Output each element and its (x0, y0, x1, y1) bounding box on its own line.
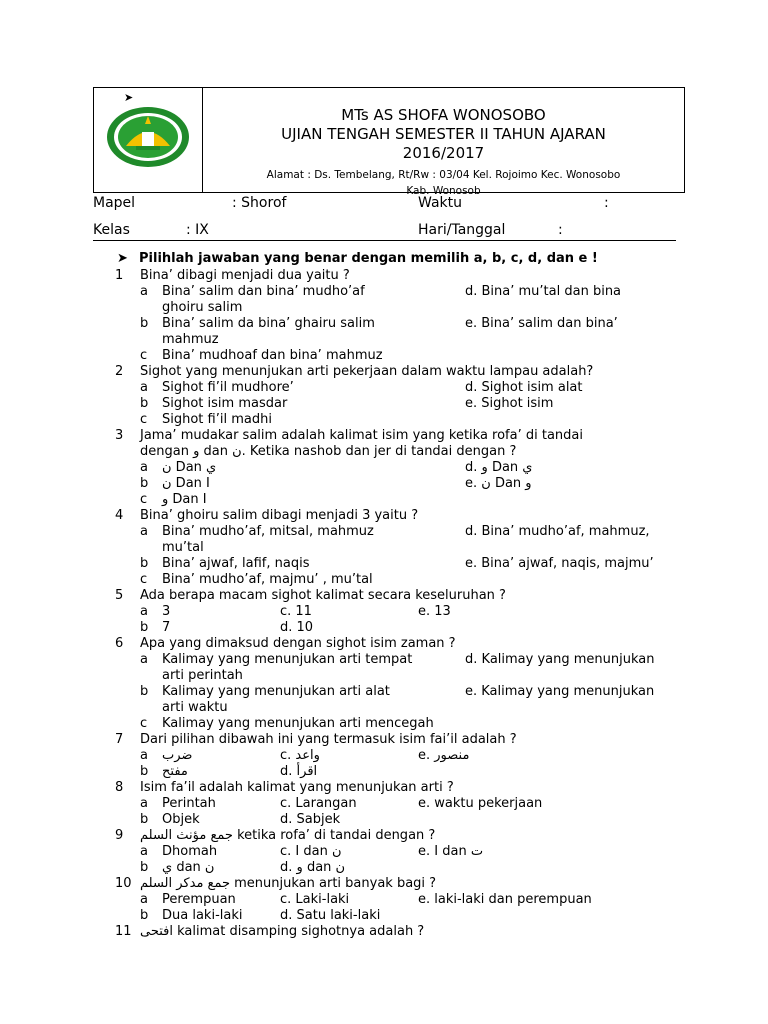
hari-label: Hari/Tanggal (418, 222, 506, 238)
option-letter: a (140, 524, 148, 539)
option-letter: c (140, 572, 148, 587)
option-text: c. 11 (280, 604, 312, 619)
header-text (203, 106, 684, 199)
question-number: 2 (115, 364, 124, 379)
hari-value: : (558, 222, 563, 238)
option-text: Sighot fi’il mudhore’ (162, 380, 294, 395)
question-text: افتحى kalimat disamping sighotnya adalah ? (140, 924, 425, 939)
question-number: 9 (115, 828, 124, 843)
option-text: Perempuan (162, 892, 236, 907)
option-letter: b (140, 812, 149, 827)
question-text: dengan و dan ن. Ketika nashob dan jer di tandai dengan ? (140, 444, 517, 459)
waktu-value: : (604, 195, 609, 211)
option-text: Perintah (162, 796, 216, 811)
option-text: d. و Dan ي (465, 460, 533, 475)
question-text: Dari pilihan dibawah ini yang termasuk isim fai’il adalah ? (140, 732, 517, 747)
option-text: 7 (162, 620, 171, 635)
option-letter: c (140, 492, 148, 507)
option-letter: a (140, 796, 148, 811)
option-letter: c (140, 716, 148, 731)
option-letter: a (140, 284, 148, 299)
question-number: 3 (115, 428, 124, 443)
question-text: جمع مدكر السلم menunjukan arti banyak bagi ? (140, 876, 437, 891)
option-text: Kalimay yang menunjukan arti tempat (162, 652, 413, 667)
option-text: d. Satu laki-laki (280, 908, 381, 923)
option-text: ن Dan ي (162, 460, 217, 475)
option-text: e. Bina’ ajwaf, naqis, majmu’ (465, 556, 654, 571)
option-text: Sighot fi’il madhi (162, 412, 272, 427)
school-logo-icon (106, 106, 190, 168)
option-text: d. 10 (280, 620, 314, 635)
question-number: 7 (115, 732, 124, 747)
question-number: 5 (115, 588, 124, 603)
option-text: d. اقرأ (280, 764, 318, 779)
option-letter: c (140, 348, 148, 363)
option-text: Dua laki-laki (162, 908, 243, 923)
instruction-text: Pilihlah jawaban yang benar dengan memilih a, b, c, d, dan e ! (139, 251, 598, 266)
option-text: 3 (162, 604, 171, 619)
waktu-label: Waktu (418, 195, 462, 211)
option-letter: b (140, 764, 149, 779)
option-letter: a (140, 892, 148, 907)
question-text: Ada berapa macam sighot kalimat secara keseluruhan ? (140, 588, 506, 603)
option-text: c. Laki-laki (280, 892, 350, 907)
option-text: e. laki-laki dan perempuan (418, 892, 592, 907)
question-number: 4 (115, 508, 124, 523)
option-letter: b (140, 316, 149, 331)
option-letter: b (140, 556, 149, 571)
mapel-label: Mapel (93, 195, 136, 211)
school-address-city: Kab. Wonosob (406, 185, 481, 197)
option-text: e. waktu pekerjaan (418, 796, 543, 811)
question-number: 8 (115, 780, 124, 795)
school-name: MTs AS SHOFA WONOSOBO (341, 106, 546, 124)
question-number: 6 (115, 636, 124, 651)
question-number: 10 (115, 876, 132, 891)
arrow-marker-icon: ➤ (124, 91, 134, 104)
question-text: Jama’ mudakar salim adalah kalimat isim yang ketika rofa’ di tandai (140, 428, 583, 443)
option-text: e. منصور (418, 748, 470, 763)
option-text: Kalimay yang menunjukan arti mencegah (162, 716, 434, 731)
option-letter: b (140, 860, 149, 875)
option-text: d. Sighot isim alat (465, 380, 583, 395)
mapel-value: : Shorof (232, 195, 287, 211)
instruction-bullet-icon: ➤ (117, 251, 128, 266)
question-text: جمع مؤنث السلم ketika rofa’ di tandai dengan ? (140, 828, 436, 843)
option-text: Bina’ salim da bina’ ghairu salim (162, 316, 375, 331)
option-text: e. Sighot isim (465, 396, 554, 411)
option-letter: b (140, 396, 149, 411)
exam-title: UJIAN TENGAH SEMESTER II TAHUN AJARAN (281, 125, 606, 143)
option-text: مفتح (162, 764, 188, 779)
option-text: Objek (162, 812, 200, 827)
option-text: Sighot isim masdar (162, 396, 288, 411)
option-letter: b (140, 684, 149, 699)
option-text: d. Sabjek (280, 812, 341, 827)
question-text: Sighot yang menunjukan arti pekerjaan dalam waktu lampau adalah? (140, 364, 594, 379)
question-text: Bina’ ghoiru salim dibagi menjadi 3 yaitu ? (140, 508, 419, 523)
option-letter: a (140, 748, 148, 763)
option-text: Bina’ ajwaf, lafif, naqis (162, 556, 310, 571)
option-text-continued: mu’tal (162, 540, 204, 555)
option-text-continued: arti waktu (162, 700, 228, 715)
option-letter: a (140, 380, 148, 395)
option-text: Bina’ salim dan bina’ mudho’af (162, 284, 365, 299)
option-text: Bina’ mudho’af, mitsal, mahmuz (162, 524, 374, 539)
option-text: d. Bina’ mu’tal dan bina (465, 284, 622, 299)
option-text-continued: arti perintah (162, 668, 243, 683)
option-letter: c (140, 412, 148, 427)
question-number: 11 (115, 924, 132, 939)
question-text: Apa yang dimaksud dengan sighot isim zaman ? (140, 636, 456, 651)
option-letter: a (140, 460, 148, 475)
option-letter: a (140, 652, 148, 667)
option-text: Dhomah (162, 844, 218, 859)
option-text: Bina’ mudhoaf dan bina’ mahmuz (162, 348, 383, 363)
option-text: و Dan I (162, 492, 207, 507)
option-letter: b (140, 620, 149, 635)
school-address: Alamat : Ds. Tembelang, Rt/Rw : 03/04 Kel. Rojoimo Kec. Wonosobo (266, 169, 621, 181)
option-text-continued: mahmuz (162, 332, 219, 347)
option-text: ي dan ن (162, 860, 215, 875)
option-letter: a (140, 604, 148, 619)
question-number: 1 (115, 268, 124, 283)
option-text: e. Bina’ salim dan bina’ (465, 316, 618, 331)
option-text: d. و dan ن (280, 860, 346, 875)
option-letter: b (140, 908, 149, 923)
kelas-label: Kelas (93, 222, 130, 238)
option-text: Bina’ mudho’af, majmu’ , mu’tal (162, 572, 373, 587)
logo-cell (94, 88, 203, 192)
option-letter: a (140, 844, 148, 859)
option-text: c. واعد (280, 748, 320, 763)
kelas-value: : IX (186, 222, 209, 238)
option-text: d. Kalimay yang menunjukan (465, 652, 655, 667)
option-text: e. I dan ت (418, 844, 484, 859)
question-text: Isim fa’il adalah kalimat yang menunjukan arti ? (140, 780, 454, 795)
option-text: c. I dan ن (280, 844, 342, 859)
option-text: c. Larangan (280, 796, 357, 811)
option-text: e. Kalimay yang menunjukan (465, 684, 655, 699)
option-text: Kalimay yang menunjukan arti alat (162, 684, 390, 699)
header-box (93, 87, 685, 197)
meta-separator (93, 240, 676, 241)
question-text: Bina’ dibagi menjadi dua yaitu ? (140, 268, 350, 283)
exam-year: 2016/2017 (402, 144, 485, 162)
option-text: e. ن Dan و (465, 476, 532, 491)
option-letter: b (140, 476, 149, 491)
option-text: d. Bina’ mudho’af, mahmuz, (465, 524, 650, 539)
option-text: ضرب (162, 748, 193, 763)
option-text: ن Dan I (162, 476, 210, 491)
option-text-continued: ghoiru salim (162, 300, 243, 315)
option-text: e. 13 (418, 604, 451, 619)
